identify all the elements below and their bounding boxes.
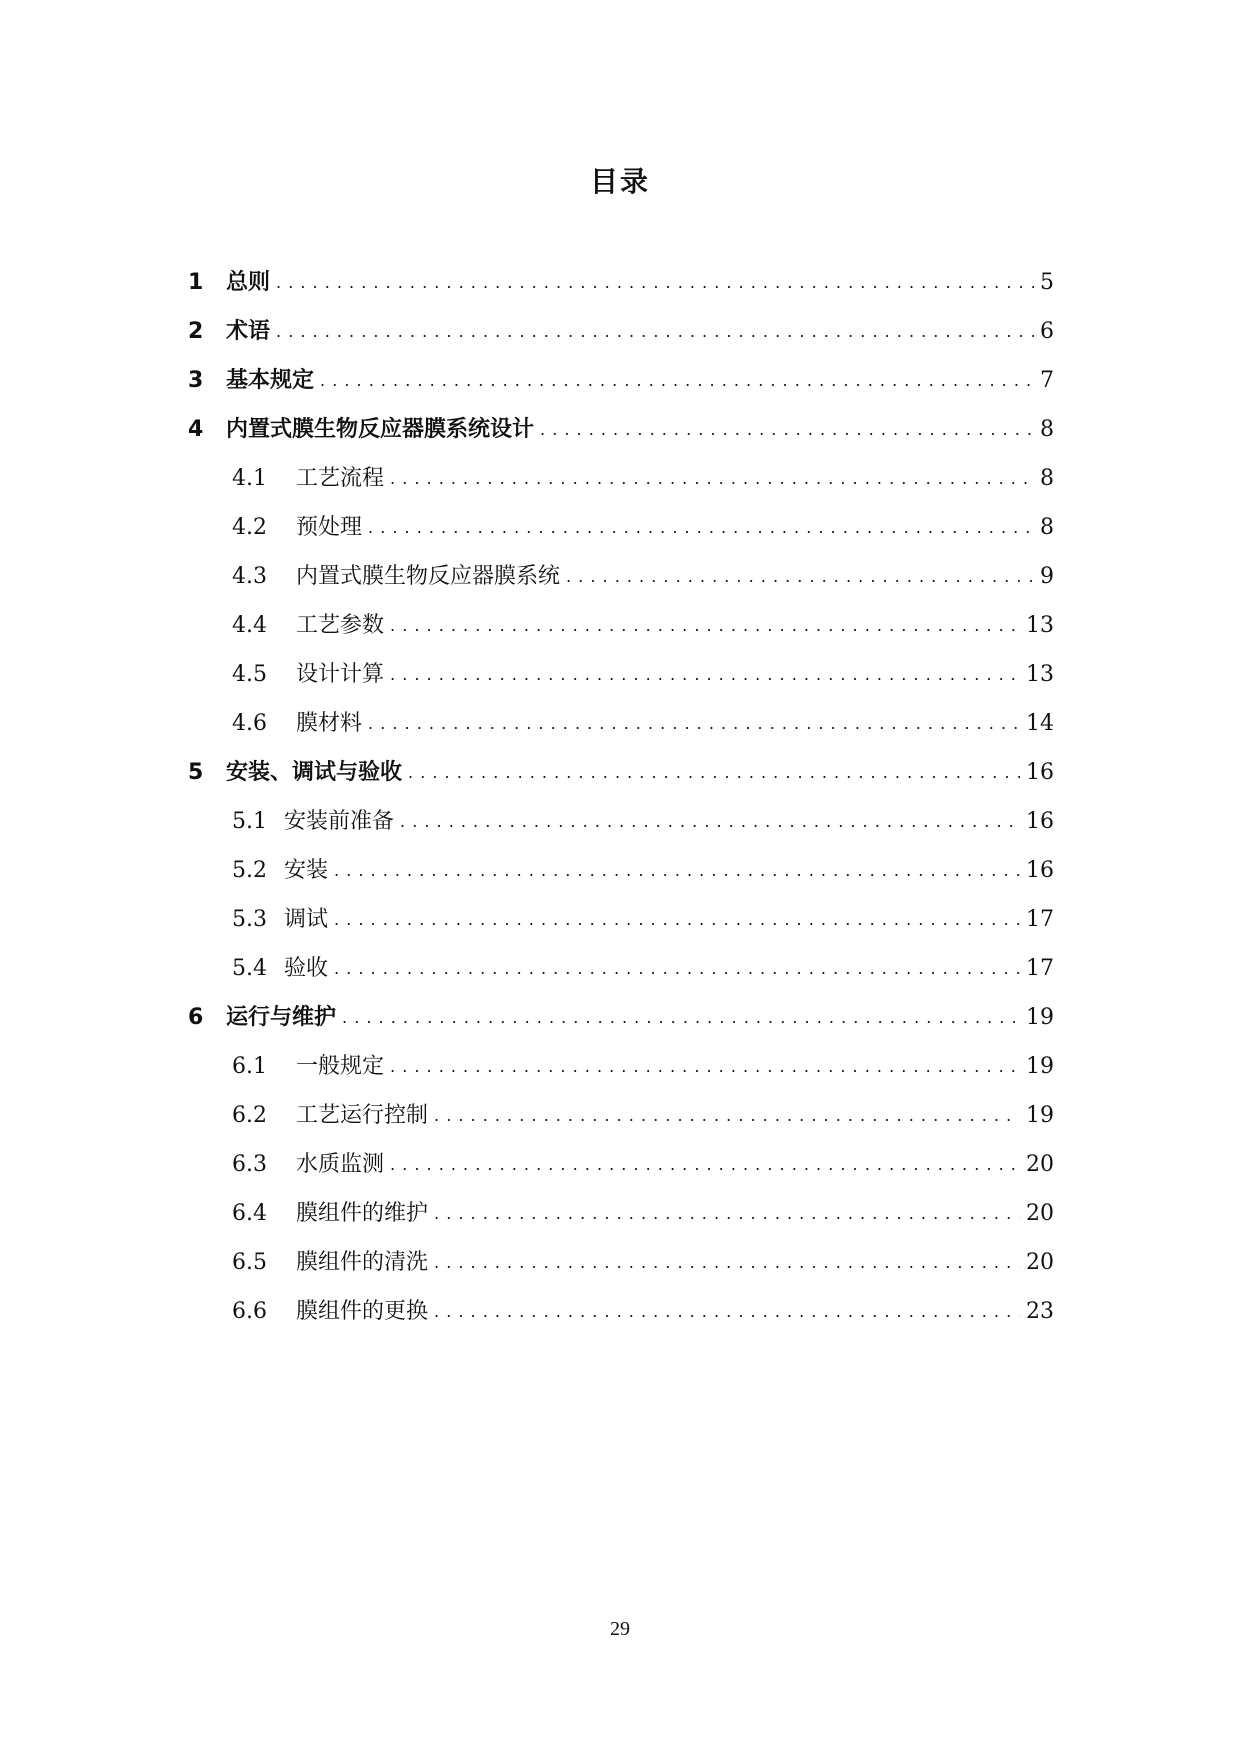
toc-entry-page: 8 bbox=[1040, 417, 1054, 442]
toc-entry-number: 6.4 bbox=[232, 1201, 267, 1226]
toc-leader-dots bbox=[434, 1099, 1020, 1133]
toc-leader-dots bbox=[320, 364, 1034, 398]
toc-entry-number: 4.4 bbox=[232, 613, 267, 638]
toc-entry[interactable] bbox=[188, 511, 1054, 545]
toc-entry[interactable] bbox=[188, 756, 1054, 790]
toc-entry-number: 6 bbox=[188, 1005, 204, 1030]
toc-entry-page: 19 bbox=[1026, 1054, 1054, 1079]
toc-entry-page: 20 bbox=[1026, 1250, 1054, 1275]
toc-entry-page: 19 bbox=[1026, 1103, 1054, 1128]
toc-entry-number: 1 bbox=[188, 270, 204, 295]
toc-leader-dots bbox=[276, 266, 1034, 300]
toc-entry-page: 20 bbox=[1026, 1152, 1054, 1177]
toc-entry-page: 14 bbox=[1026, 711, 1054, 736]
toc-entry[interactable] bbox=[188, 609, 1054, 643]
toc-entry-title: 水质监测 bbox=[296, 1152, 385, 1177]
toc-leader-dots bbox=[434, 1197, 1020, 1231]
toc-entry[interactable] bbox=[188, 462, 1054, 496]
toc-entry-number: 5.2 bbox=[232, 858, 267, 883]
toc-entry-number: 5 bbox=[188, 760, 204, 785]
toc-entry[interactable] bbox=[188, 1148, 1054, 1182]
toc-entry-title: 基本规定 bbox=[226, 368, 315, 393]
toc-leader-dots bbox=[276, 315, 1034, 349]
toc-entry[interactable] bbox=[188, 1050, 1054, 1084]
toc-entry-title: 验收 bbox=[284, 956, 329, 981]
toc-entry-page: 13 bbox=[1026, 613, 1054, 638]
toc-entry-title: 预处理 bbox=[296, 515, 363, 540]
toc-entry-title: 工艺运行控制 bbox=[296, 1103, 429, 1128]
toc-entry[interactable] bbox=[188, 1197, 1054, 1231]
toc-entry-page: 17 bbox=[1026, 907, 1054, 932]
toc-leader-dots bbox=[408, 756, 1020, 790]
toc-leader-dots bbox=[368, 707, 1020, 741]
toc-entry-number: 6.1 bbox=[232, 1054, 267, 1079]
toc-leader-dots bbox=[334, 903, 1020, 937]
toc-leader-dots bbox=[390, 609, 1020, 643]
toc-leader-dots bbox=[342, 1001, 1020, 1035]
toc-entry[interactable] bbox=[188, 1295, 1054, 1329]
toc-entry-number: 6.5 bbox=[232, 1250, 267, 1275]
page-title: 目录 bbox=[589, 165, 650, 198]
toc-leader-dots bbox=[400, 805, 1020, 839]
toc-entry[interactable] bbox=[188, 658, 1054, 692]
toc-entry[interactable] bbox=[188, 805, 1054, 839]
toc-entry[interactable] bbox=[188, 364, 1054, 398]
toc-entry-number: 4.6 bbox=[232, 711, 267, 736]
toc-entry-page: 13 bbox=[1026, 662, 1054, 687]
toc-entry[interactable] bbox=[188, 1246, 1054, 1280]
toc-entry[interactable] bbox=[188, 707, 1054, 741]
toc-leader-dots bbox=[434, 1295, 1020, 1329]
toc-entry-number: 4.1 bbox=[232, 466, 267, 491]
toc-entry-title: 安装 bbox=[284, 858, 329, 883]
toc-entry-number: 5.4 bbox=[232, 956, 267, 981]
toc-leader-dots bbox=[540, 413, 1034, 447]
toc-entry-title: 调试 bbox=[284, 907, 329, 932]
toc-entry-title: 一般规定 bbox=[296, 1054, 385, 1079]
toc-entry-title: 内置式膜生物反应器膜系统设计 bbox=[226, 417, 535, 442]
toc-entry-page: 7 bbox=[1040, 368, 1054, 393]
toc-entry-number: 4.2 bbox=[232, 515, 267, 540]
toc-entry[interactable] bbox=[188, 315, 1054, 349]
toc-entry-number: 6.3 bbox=[232, 1152, 267, 1177]
toc-entry-number: 4.3 bbox=[232, 564, 267, 589]
page-number: 29 bbox=[610, 1618, 630, 1640]
toc-entry-page: 9 bbox=[1040, 564, 1054, 589]
toc-leader-dots bbox=[368, 511, 1034, 545]
toc-entry-number: 6.6 bbox=[232, 1299, 267, 1324]
toc-entry-title: 设计计算 bbox=[296, 662, 385, 687]
toc-entry[interactable] bbox=[188, 854, 1054, 888]
toc-entry-number: 4 bbox=[188, 417, 204, 442]
toc-entry-number: 3 bbox=[188, 368, 204, 393]
toc-leader-dots bbox=[334, 952, 1020, 986]
toc-entry-title: 工艺参数 bbox=[296, 613, 385, 638]
toc-entry-title: 工艺流程 bbox=[296, 466, 385, 491]
toc-entry[interactable] bbox=[188, 266, 1054, 300]
toc-entry-page: 16 bbox=[1026, 809, 1054, 834]
toc-entry[interactable] bbox=[188, 1001, 1054, 1035]
toc-entry-title: 安装、调试与验收 bbox=[226, 760, 403, 785]
toc-entry-page: 17 bbox=[1026, 956, 1054, 981]
toc-entry-page: 8 bbox=[1040, 466, 1054, 491]
toc-entry-title: 运行与维护 bbox=[226, 1005, 337, 1030]
toc-entry-page: 5 bbox=[1040, 270, 1054, 295]
toc-entry-title: 术语 bbox=[226, 319, 271, 344]
toc-entry-page: 8 bbox=[1040, 515, 1054, 540]
toc-entry-title: 总则 bbox=[226, 270, 271, 295]
toc-entry-page: 16 bbox=[1026, 760, 1054, 785]
toc-leader-dots bbox=[434, 1246, 1020, 1280]
toc-entry[interactable] bbox=[188, 1099, 1054, 1133]
toc-entry[interactable] bbox=[188, 560, 1054, 594]
toc-entry-title: 安装前准备 bbox=[284, 809, 395, 834]
toc-entry[interactable] bbox=[188, 903, 1054, 937]
toc-entry-title: 内置式膜生物反应器膜系统 bbox=[296, 564, 561, 589]
toc-leader-dots bbox=[390, 462, 1034, 496]
toc-entry-title: 膜材料 bbox=[296, 711, 363, 736]
toc-entry-number: 2 bbox=[188, 319, 204, 344]
toc-leader-dots bbox=[390, 1148, 1020, 1182]
toc-leader-dots bbox=[390, 658, 1020, 692]
toc-entry[interactable] bbox=[188, 413, 1054, 447]
toc-entry-page: 23 bbox=[1026, 1299, 1054, 1324]
toc-entry-number: 4.5 bbox=[232, 662, 267, 687]
toc-entry-page: 19 bbox=[1026, 1005, 1054, 1030]
toc-entry-page: 16 bbox=[1026, 858, 1054, 883]
toc-entry-title: 膜组件的清洗 bbox=[296, 1250, 429, 1275]
toc-entry-page: 6 bbox=[1040, 319, 1054, 344]
toc-entry[interactable] bbox=[188, 952, 1054, 986]
toc-entry-number: 5.1 bbox=[232, 809, 267, 834]
toc-entry-title: 膜组件的维护 bbox=[296, 1201, 429, 1226]
toc-entry-title: 膜组件的更换 bbox=[296, 1299, 429, 1324]
toc-entry-number: 5.3 bbox=[232, 907, 267, 932]
toc-leader-dots bbox=[566, 560, 1034, 594]
toc-entry-number: 6.2 bbox=[232, 1103, 267, 1128]
toc-entry-page: 20 bbox=[1026, 1201, 1054, 1226]
toc-leader-dots bbox=[334, 854, 1020, 888]
toc-leader-dots bbox=[390, 1050, 1020, 1084]
